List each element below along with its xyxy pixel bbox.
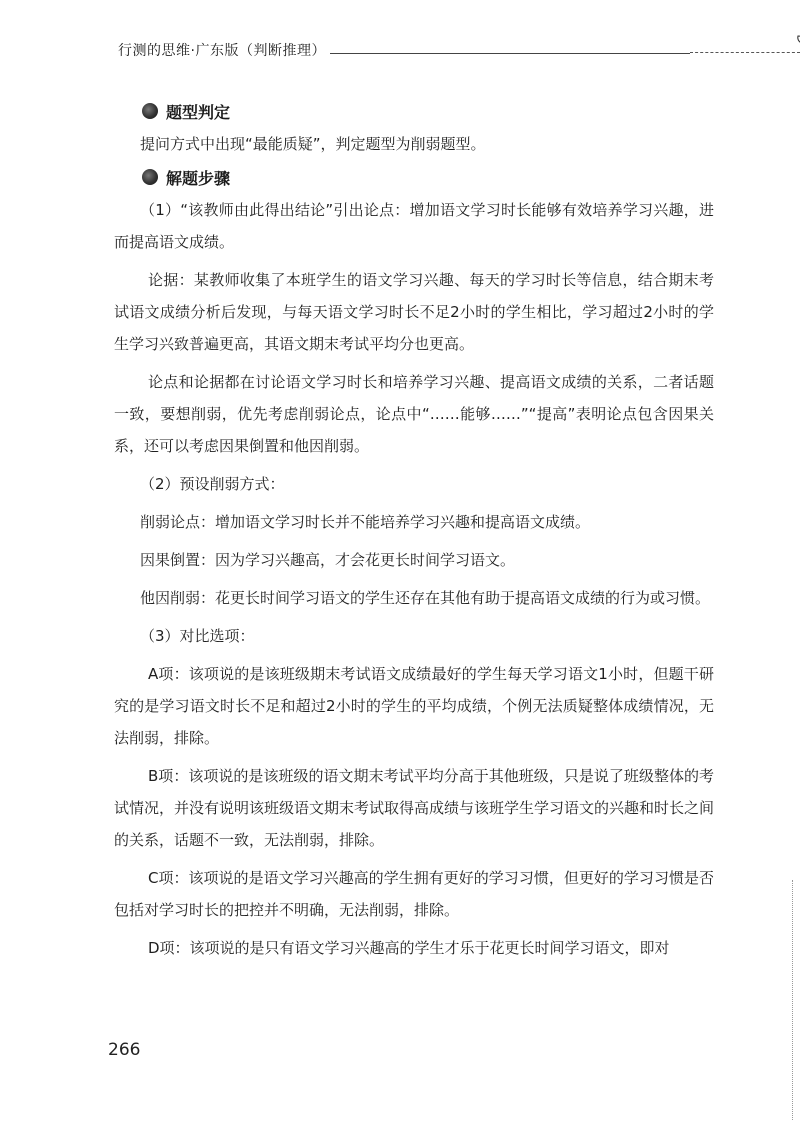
paragraph: A项：该项说的是该班级期末考试语文成绩最好的学生每天学习语文1小时，但题干研究的是学习语文时长不足和超过2小时的学生的平均成绩，个例无法质疑整体成绩情况，无法削弱，排除。 <box>114 665 714 747</box>
paragraph: （1）“该教师由此得出结论”引出论点：增加语文学习时长能够有效培养学习兴趣，进而提高语文成绩。 <box>114 201 714 251</box>
paragraph: 论据：某教师收集了本班学生的语文学习兴趣、每天的学习时长等信息，结合期末考试语文成绩分析后发现，与每天语文学习时长不足2小时的学生相比，学习超过2小时的学生学习兴致普遍更高，其语文期末考试平均分也更高。 <box>114 271 714 353</box>
section-heading-steps <box>148 166 714 188</box>
paragraph: D项：该项说的是只有语文学习兴趣高的学生才乐于花更长时间学习语文，即对 <box>148 939 670 957</box>
paragraph: 因果倒置：因为学习兴趣高，才会花更长时间学习语文。 <box>140 551 516 569</box>
paragraph: B项：该项说的是该班级的语文期末考试平均分高于其他班级，只是说了班级整体的考试情况，并没有说明该班级语文期末考试取得高成绩与该班学生学习语文的兴趣和时长之间的关系，话题不一致，无法削弱，排除。 <box>114 767 715 849</box>
section-badge-icon <box>142 103 158 119</box>
page-body <box>114 100 715 964</box>
section-heading-label: 解题步骤 <box>166 168 231 188</box>
scan-edge-dots <box>792 880 793 1120</box>
header-rule <box>330 53 690 54</box>
paragraph: C项：该项说的是语文学习兴趣高的学生拥有更好的学习习惯，但更好的学习习惯是否包括对学习时长的把控并不明确，无法削弱，排除。 <box>114 869 714 919</box>
paragraph: 论点和论据都在讨论语文学习时长和培养学习兴趣、提高语文成绩的关系，二者话题一致，要想削弱，优先考虑削弱论点，论点中“……能够……”“提高”表明论点包含因果关系，还可以考虑因果倒置和他因削弱。 <box>114 373 714 455</box>
page-number: 266 <box>108 1040 141 1060</box>
paragraph: 提问方式中出现“最能质疑”，判定题型为削弱题型。 <box>140 135 486 153</box>
section-badge-icon <box>142 169 158 185</box>
paragraph: （3）对比选项： <box>140 627 255 645</box>
running-header <box>118 34 718 70</box>
sprout-icon <box>794 34 800 64</box>
header-dotted-rule <box>690 52 800 53</box>
header-title: 行测的思维·广东版（判断推理） <box>118 43 326 59</box>
paragraph: 他因削弱：花更长时间学习语文的学生还存在其他有助于提高语文成绩的行为或习惯。 <box>140 589 711 607</box>
paragraph: （2）预设削弱方式： <box>140 475 285 493</box>
paragraph: 削弱论点：增加语文学习时长并不能培养学习兴趣和提高语文成绩。 <box>140 513 591 531</box>
section-heading-type <box>148 100 714 122</box>
section-heading-label: 题型判定 <box>166 102 231 122</box>
